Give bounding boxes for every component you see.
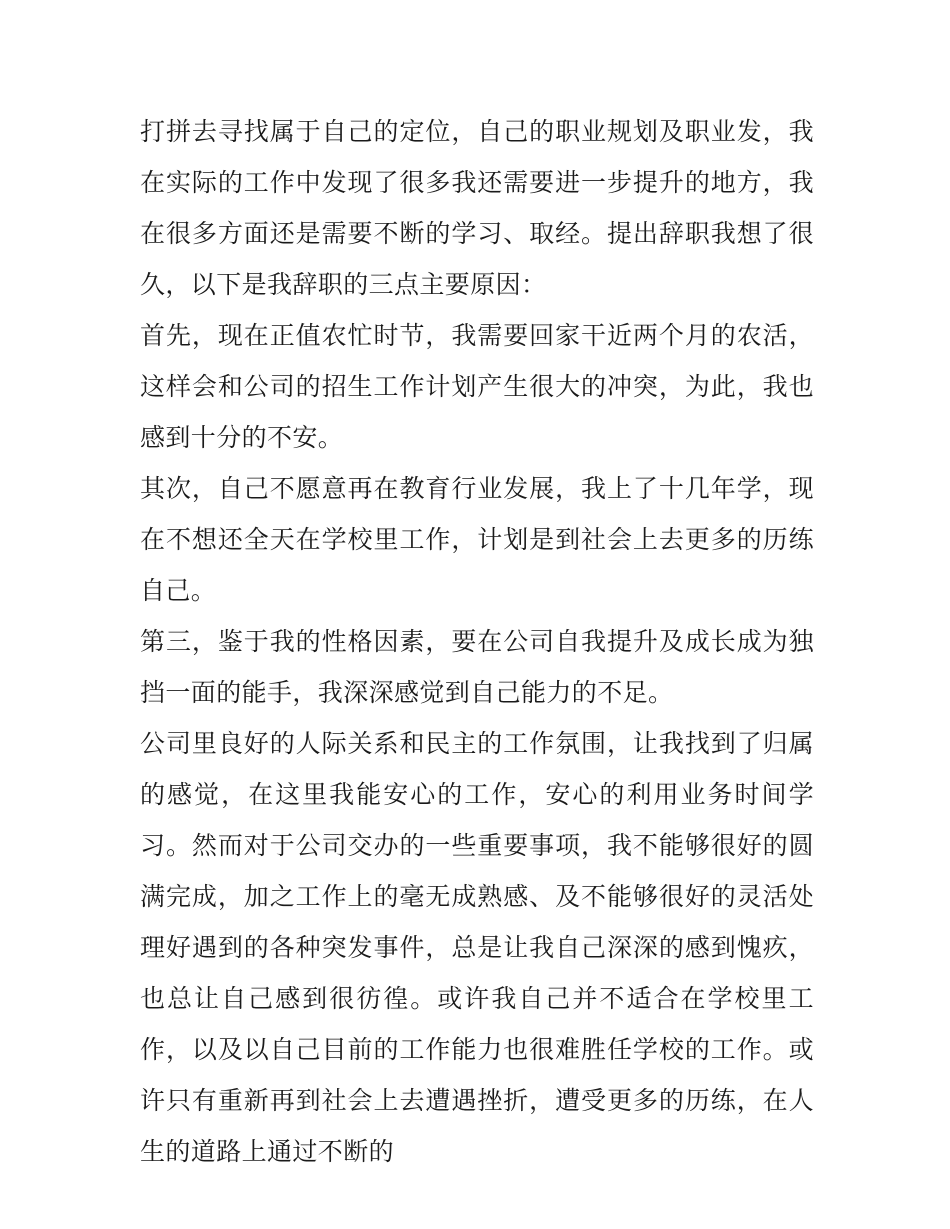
body-text xyxy=(140,106,814,1177)
paragraph-career-positioning: 打拼去寻找属于自己的定位，自己的职业规划及职业发，我在实际的工作中发现了很多我还需要进一步提升的地方，我在很多方面还是需要不断的学习、取经。提出辞职我想了很久，以下是我辞职的三点主要原因： xyxy=(140,117,814,299)
paragraph-reason-second: 其次，自己不愿意再在教育行业发展，我上了十几年学，现在不想还全天在学校里工作，计划是到社会上去更多的历练自己。 xyxy=(140,474,814,605)
paragraph-reason-third: 第三，鉴于我的性格因素，要在公司自我提升及成长成为独挡一面的能手，我深深感觉到自己能力的不足。 xyxy=(140,627,814,707)
paragraph-reason-first: 首先，现在正值农忙时节，我需要回家干近两个月的农活，这样会和公司的招生工作计划产生很大的冲突，为此，我也感到十分的不安。 xyxy=(140,321,814,452)
paragraph-company-atmosphere: 公司里良好的人际关系和民主的工作氛围，让我找到了归属的感觉，在这里我能安心的工作，安心的利用业务时间学习。然而对于公司交办的一些重要事项，我不能够很好的圆满完成，加之工作上的毫无成熟感、及不能够很好的灵活处理好遇到的各种突发事件，总是让我自己深深的感到愧疚，也总让自己感到很彷徨。或许我自己并不适合在学校里工作，以及以自己目前的工作能力也很难胜任学校的工作。或许只有重新再到社会上去遭遇挫折，遭受更多的历练，在人生的道路上通过不断的 xyxy=(140,729,814,1166)
